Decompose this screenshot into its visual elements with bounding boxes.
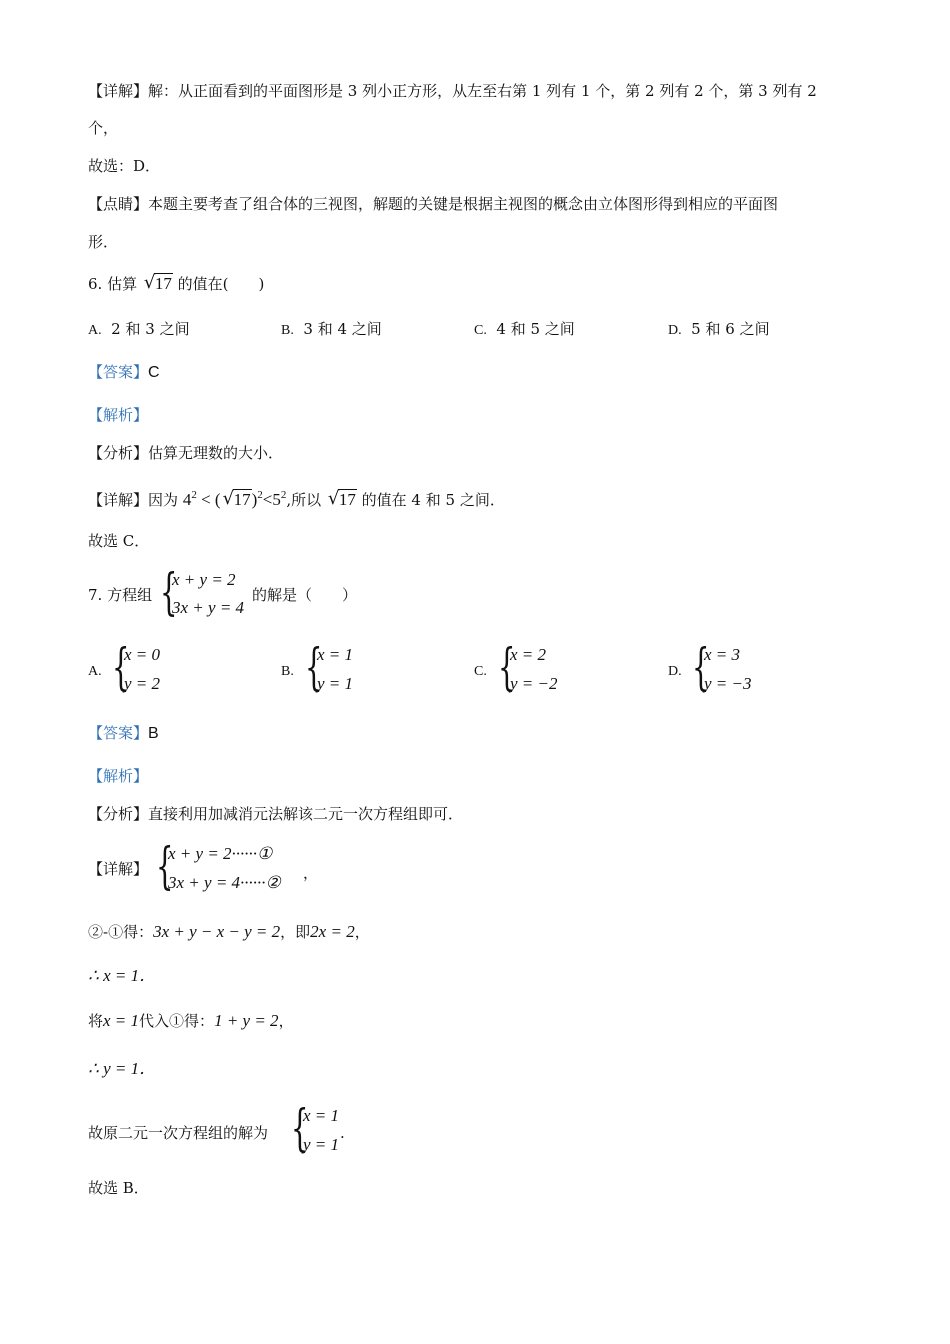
q6-stem-pre: 6. 估算 bbox=[88, 275, 138, 293]
q7-option-c: { x = 2 y = −2 bbox=[498, 638, 558, 696]
note-paragraph-line1 bbox=[88, 193, 778, 215]
sqrt-17: √ 17 bbox=[143, 272, 172, 293]
answer-value: B bbox=[148, 725, 159, 742]
detail-paragraph-line2: 个， bbox=[88, 119, 119, 137]
detail-tag: 【详解】 bbox=[88, 82, 149, 100]
q6-fenxi: 【分析】估算无理数的大小． bbox=[88, 444, 284, 462]
q6-answer bbox=[88, 361, 160, 384]
q6-stem-post: 的值在( ) bbox=[177, 275, 265, 293]
q7-detail-tag: 【详解】 bbox=[88, 860, 149, 878]
q6-analysis-tag: 【解析】 bbox=[88, 406, 149, 424]
note-tag: 【点睛】 bbox=[88, 195, 149, 213]
period: . bbox=[340, 1124, 345, 1142]
q6-option-d: D. 5 和 6 之间 bbox=[668, 320, 770, 338]
q7-option-b: { x = 1 y = 1 bbox=[305, 638, 354, 696]
q7-step2: ∴ x = 1． bbox=[88, 966, 157, 985]
q7-final-pre: 故原二元一次方程组的解为 bbox=[88, 1124, 269, 1142]
q7-fenxi: 【分析】直接利用加减消元法解该二元一次方程组即可． bbox=[88, 805, 464, 823]
q6-detail: 【详解】因为 $4^2$ < ( √ $17)^2<5^2$,所以 √ 17 的值在 4 和 5 之间． bbox=[88, 488, 505, 509]
detail-text: 解：从正面看到的平面图形是 3 列小正方形，从左至右第 1 列有 1 个，第 2 列有 2 个，第 3 列有 2 bbox=[148, 82, 817, 100]
q7-choice: 故选 B． bbox=[88, 1179, 149, 1197]
q6-option-b: B. 3 和 4 之间 bbox=[281, 320, 382, 338]
choice-line: 故选：D． bbox=[88, 157, 161, 175]
question-6-stem bbox=[88, 273, 264, 295]
q7-step3: 将x = 1代入①得：1 + y = 2， bbox=[88, 1011, 294, 1030]
q7-detail-system: { x + y = 2······① 3x + y = 4······② bbox=[156, 837, 281, 895]
q7-stem-pre: 7. 方程组 bbox=[88, 586, 153, 604]
q7-option-a-label: A. bbox=[88, 664, 102, 679]
q6-option-c: C. 4 和 5 之间 bbox=[474, 320, 575, 338]
q6-option-a: A. 2 和 3 之间 bbox=[88, 320, 190, 338]
q7-step1: ②-①得：3x + y − x − y = 2，即2x = 2， bbox=[88, 922, 370, 941]
q7-system: { x + y = 2 3x + y = 4 bbox=[160, 563, 245, 621]
q7-option-d-label: D. bbox=[668, 664, 682, 679]
q7-step4: ∴ y = 1． bbox=[88, 1059, 157, 1078]
note-paragraph-line2: 形． bbox=[88, 233, 119, 251]
note-text: 本题主要考查了组合体的三视图，解题的关键是根据主视图的概念由立体图形得到相应的平面图 bbox=[148, 195, 779, 213]
q7-final-system: { x = 1 y = 1 bbox=[291, 1099, 340, 1157]
answer-tag: 【答案】 bbox=[88, 724, 149, 742]
comma: ， bbox=[303, 864, 319, 882]
q7-option-b-label: B. bbox=[281, 664, 294, 679]
answer-value: C bbox=[148, 364, 160, 381]
q7-option-c-label: C. bbox=[474, 664, 487, 679]
answer-tag: 【答案】 bbox=[88, 363, 149, 381]
detail-paragraph-line1 bbox=[88, 80, 817, 102]
q7-option-a: { x = 0 y = 2 bbox=[112, 638, 161, 696]
q7-option-d: { x = 3 y = −3 bbox=[692, 638, 752, 696]
q7-stem-post: 的解是（ ） bbox=[252, 586, 358, 604]
q6-choice: 故选 C． bbox=[88, 532, 150, 550]
q7-answer bbox=[88, 722, 159, 745]
q7-analysis-tag: 【解析】 bbox=[88, 767, 149, 785]
